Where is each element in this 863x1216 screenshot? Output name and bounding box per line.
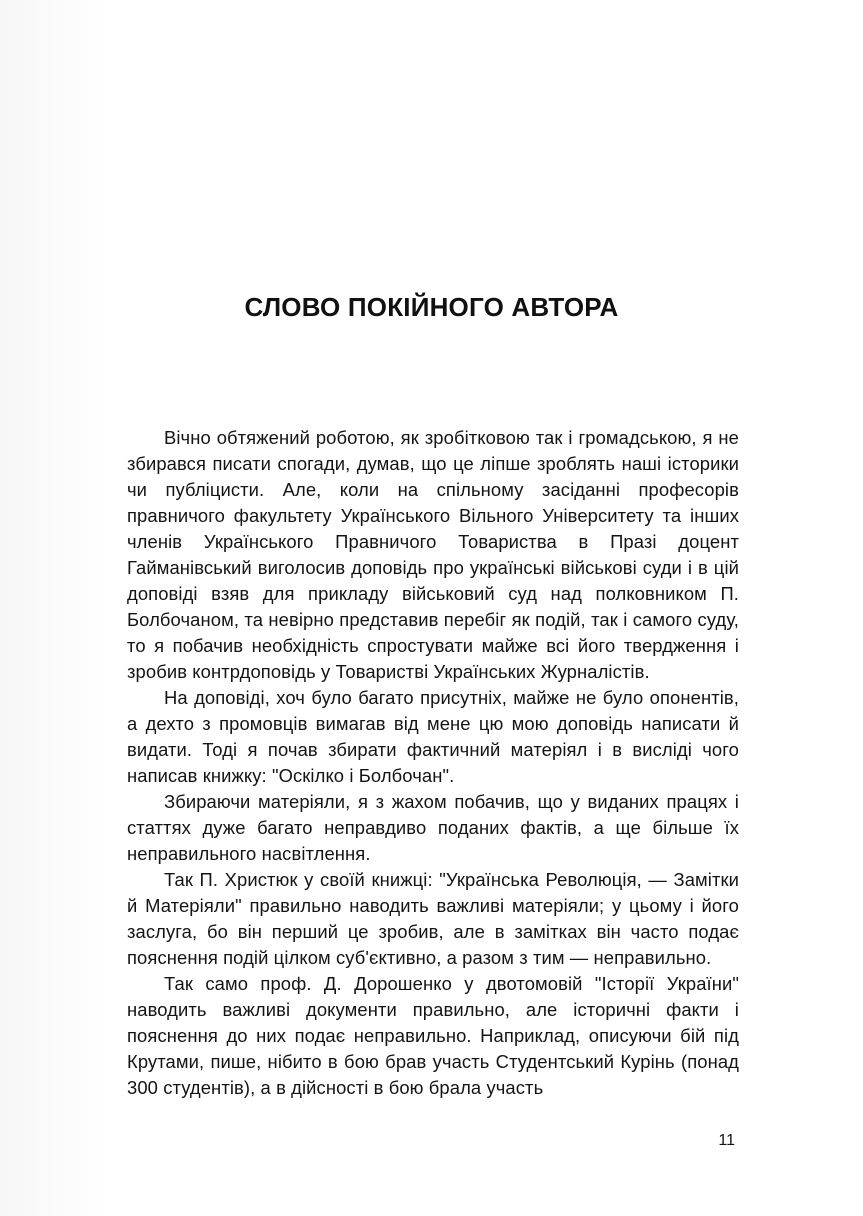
paragraph-3: Збираючи матеріяли, я з жахом побачив, що у виданих працях і статтях дуже багато неправдиво поданих фактів, а ще більше їх неправильного насвітлення. xyxy=(127,791,739,864)
paragraph-4: Так П. Христюк у своїй книжці: "Українська Революція, — Замітки й Матеріяли" правильно наводить важливі матеріяли; у цьому і його заслуга, бо він перший це зробив, але в замітках він часто подає пояснення подій цілком суб'єктивно, а разом з тим — неправильно. xyxy=(127,869,739,968)
body-text xyxy=(127,425,739,1101)
page-number: 11 xyxy=(718,1132,735,1149)
paragraph-2: На доповіді, хоч було багато присутніх, майже не було опонентів, а дехто з промовців вимагав від мене цю мою доповідь написати й видати. Тоді я почав збирати фактичний матеріял і в висліді чого написав книжку: "Оскілко і Болбочан". xyxy=(127,687,739,786)
paragraph-5: Так само проф. Д. Дорошенко у двотомовій "Історії України" наводить важливі документи правильно, але історичні факти і пояснення до них подає неправильно. Наприклад, описуючи бій під Крутами, пише, нібито в бою брав участь Студентський Курінь (понад 300 студентів), а в дійсності в бою брала участь xyxy=(127,973,739,1098)
page-edge-shading xyxy=(0,0,110,1216)
paragraph-1: Вічно обтяжений роботою, як зробітковою так і громадською, я не збирався писати спогади, думав, що це ліпше зроблять наші історики чи публіцисти. Але, коли на спільному засіданні професорів правничого факультету Українського Вільного Університету та інших членів Українського Правничого Товариства в Празі доцент Гайманівський виголосив доповідь про українські військові суди і в цій доповіді взяв для прикладу військовий суд над полковником П. Болбочаном, та невірно представив перебіг як подій, так і самого суду, то я побачив необхідність спростувати майже всі його твердження і зробив контрдоповідь у Товаристві Українських Журналістів. xyxy=(127,427,739,682)
chapter-heading: СЛОВО ПОКІЙНОГО АВТОРА xyxy=(244,292,619,322)
